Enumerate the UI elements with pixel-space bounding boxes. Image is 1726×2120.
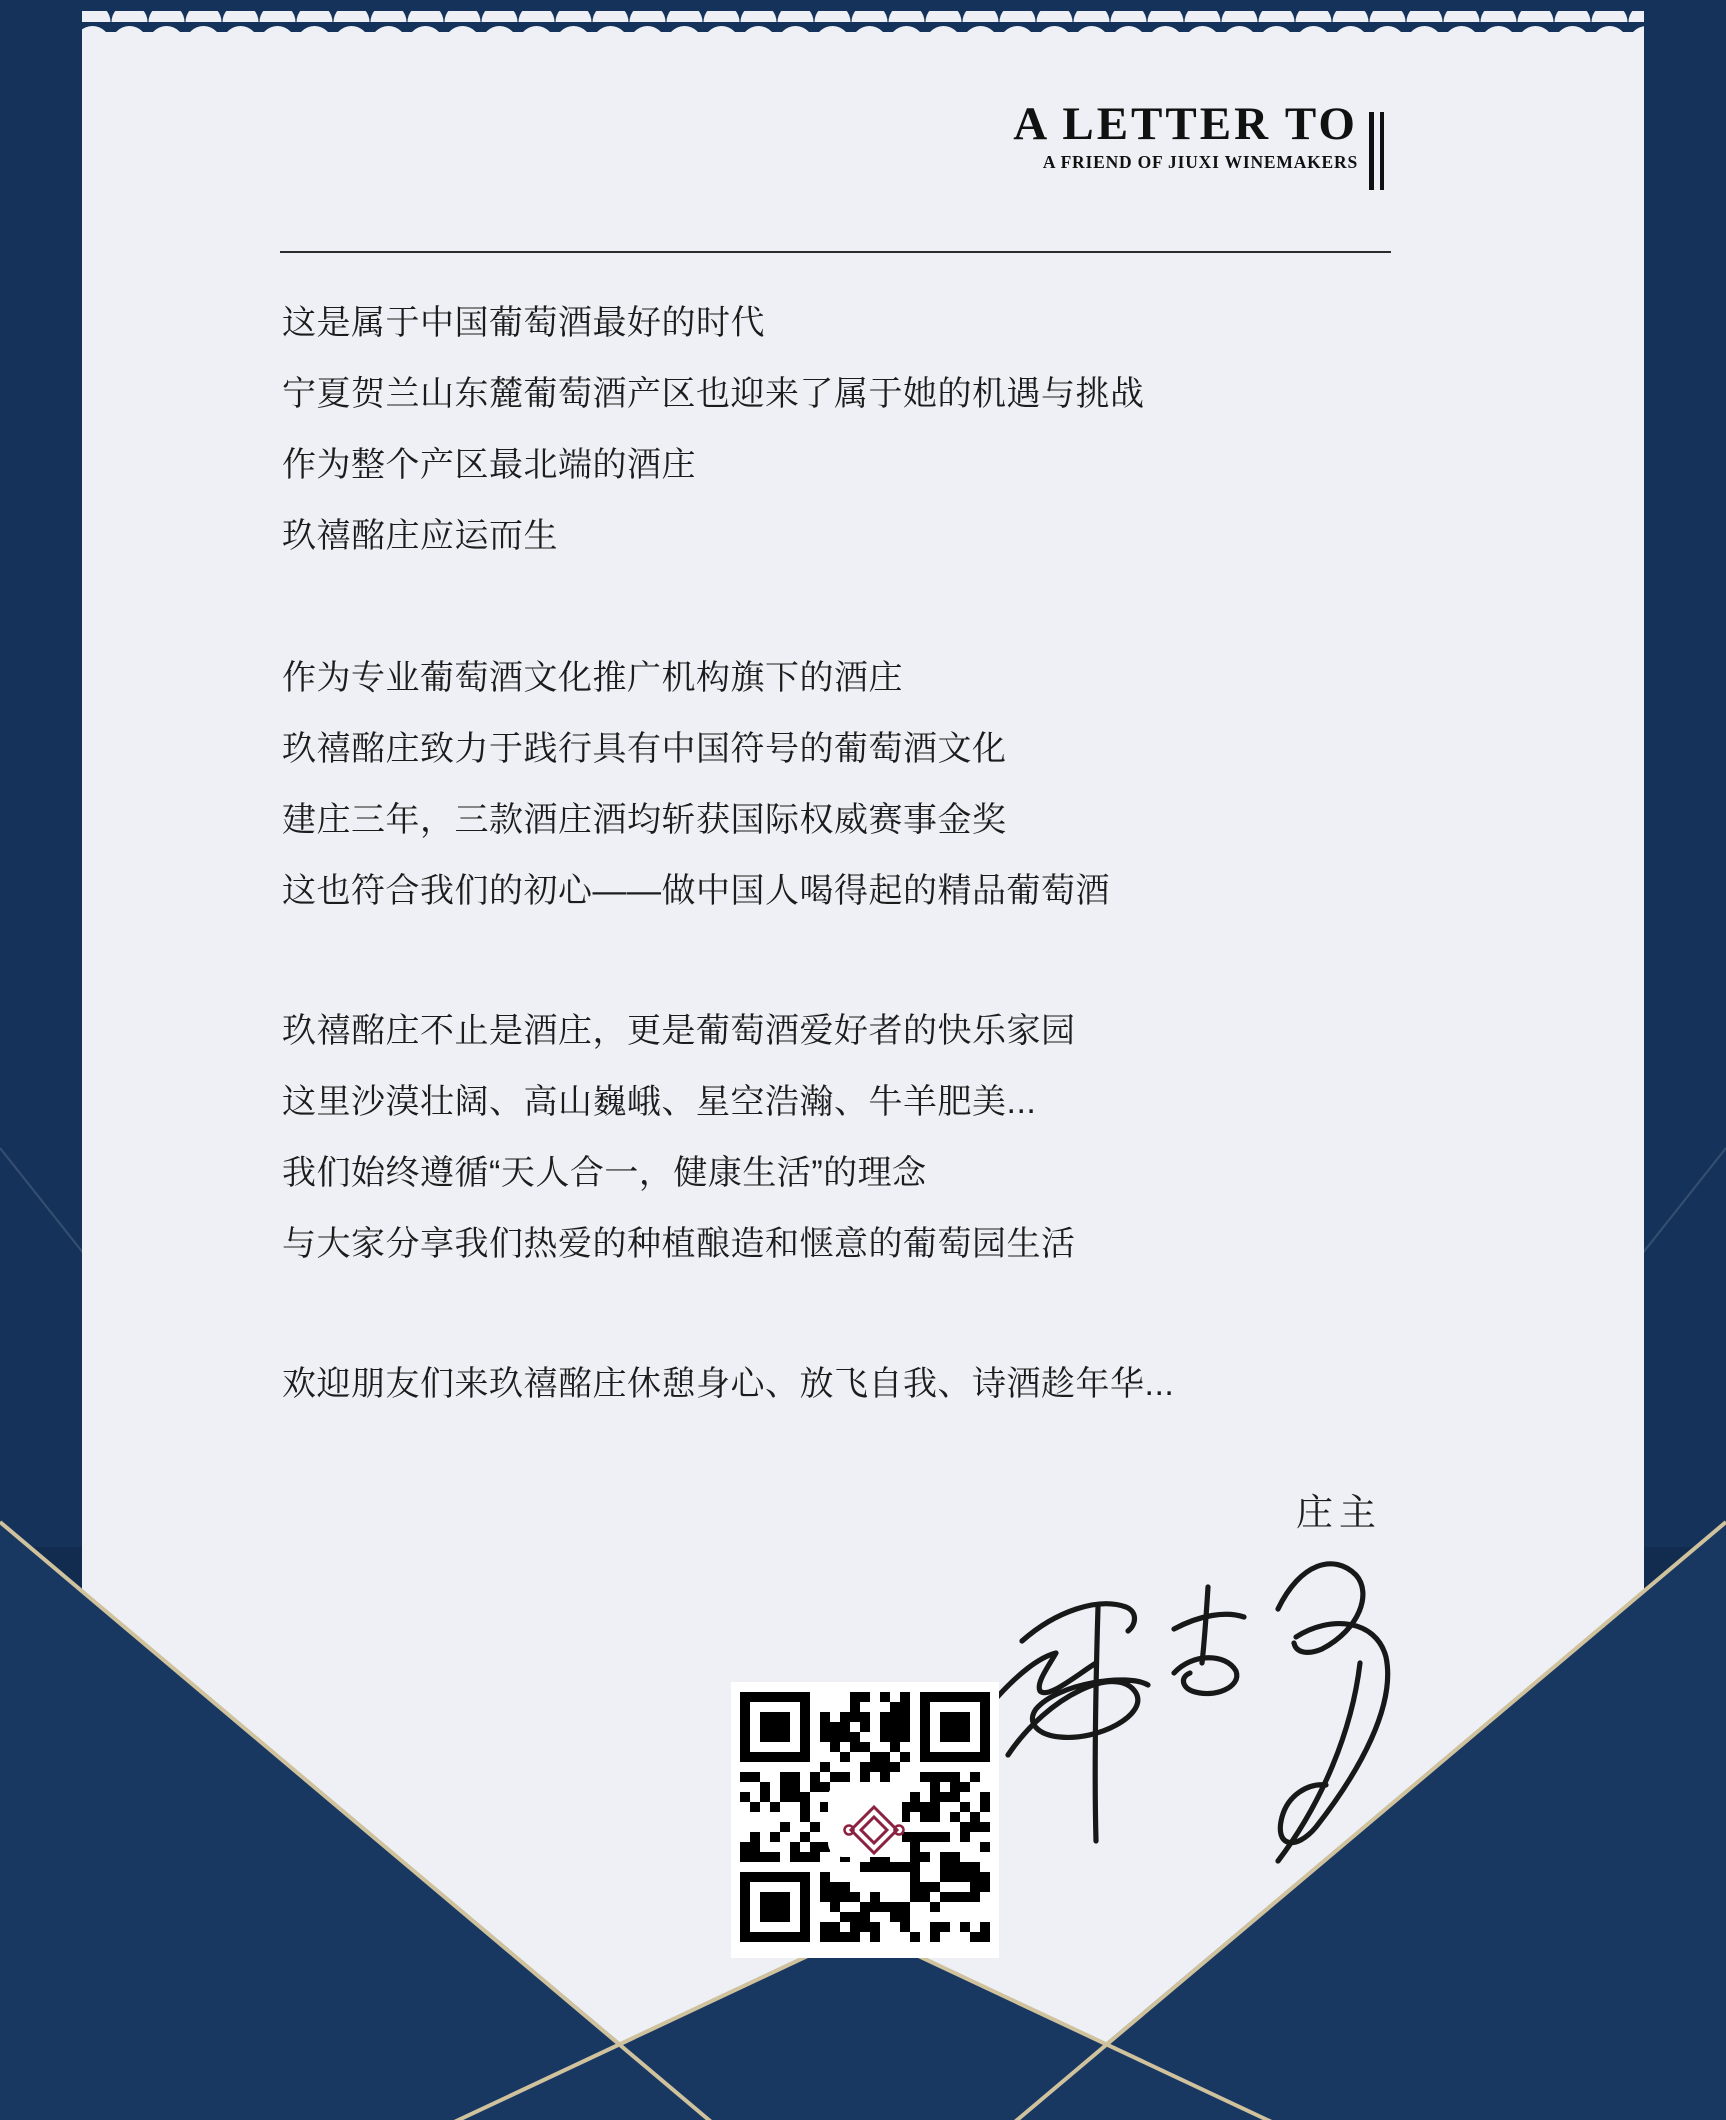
body-line: 玖禧酩庄应运而生 [282,517,558,555]
paragraph-1 [282,288,1472,572]
body-line: 与大家分享我们热爱的种植酿造和惬意的葡萄园生活 [282,1225,1076,1263]
paragraph-3 [282,996,1472,1280]
body-line: 作为整个产区最北端的酒庄 [282,446,696,484]
body-line: 我们始终遵循“天人合一，健康生活”的理念 [282,1154,927,1192]
paragraph-2 [282,643,1472,927]
diamond-knot-icon [839,1795,909,1865]
paragraph-4 [282,1349,1472,1420]
body-line: 玖禧酩庄致力于践行具有中国符号的葡萄酒文化 [282,730,1007,768]
qr-center-logo [830,1785,900,1855]
letter-title: A LETTER TO [1013,98,1358,150]
double-bar-ornament [1369,112,1391,190]
qr-code-block [731,1682,999,1958]
body-line: 这里沙漠壮阔、高山巍峨、星空浩瀚、牛羊肥美... [282,1083,1037,1121]
body-line: 建庄三年，三款酒庄酒均斩获国际权威赛事金奖 [282,801,1007,839]
body-line: 这也符合我们的初心——做中国人喝得起的精品葡萄酒 [282,872,1110,910]
owner-signature [978,1545,1428,1885]
letter-subtitle: A FRIEND OF JIUXI WINEMAKERS [1042,152,1358,173]
body-line: 这是属于中国葡萄酒最好的时代 [282,304,765,342]
body-line: 作为专业葡萄酒文化推广机构旗下的酒庄 [282,659,903,697]
masthead-rule [280,251,1391,253]
body-line: 玖禧酩庄不止是酒庄，更是葡萄酒爱好者的快乐家园 [282,1012,1076,1050]
body-line: 宁夏贺兰山东麓葡萄酒产区也迎来了属于她的机遇与挑战 [282,375,1145,413]
signoff-role: 庄主 [1296,1492,1382,1533]
signature-strokes [978,1545,1428,1885]
masthead [1013,100,1358,173]
body-line: 欢迎朋友们来玖禧酩庄休憩身心、放飞自我、诗酒趁年华... [282,1365,1175,1403]
